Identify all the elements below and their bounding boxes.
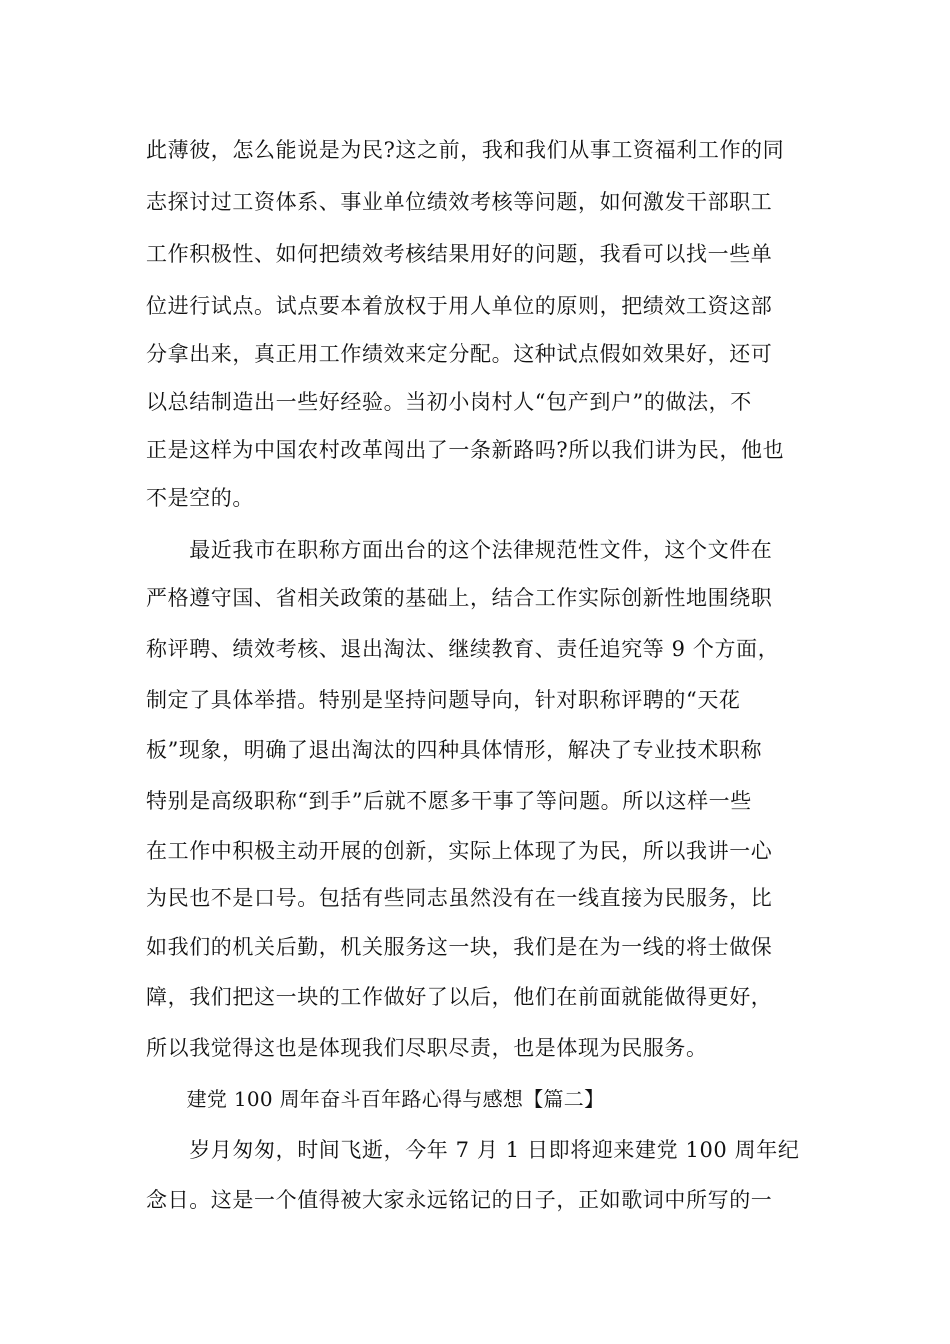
section-heading: 建党 100 周年奋斗百年路心得与感想【篇二】 [146,1087,605,1111]
text-line: 制定了具体举措。特别是坚持问题导向，针对职称评聘的“天花 [146,688,741,712]
text-line: 板”现象，明确了退出淘汰的四种具体情形，解决了专业技术职称 [146,738,763,762]
text-line: 工作积极性、如何把绩效考核结果用好的问题，我看可以找一些单 [146,242,773,266]
text-line: 特别是高级职称“到手”后就不愿多干事了等问题。所以这样一些 [146,789,752,813]
text-line: 此薄彼，怎么能说是为民?这之前，我和我们从事工资福利工作的同 [146,138,785,162]
text-line: 不是空的。 [146,486,254,510]
text-line: 志探讨过工资体系、事业单位绩效考核等问题，如何激发干部职工 [146,190,773,214]
text-line: 念日。这是一个值得被大家永远铭记的日子，正如歌词中所写的一 [146,1188,773,1212]
text-line: 位进行试点。试点要本着放权于用人单位的原则，把绩效工资这部 [146,294,773,318]
text-line: 为民也不是口号。包括有些同志虽然没有在一线直接为民服务，比 [146,886,773,910]
text-line: 在工作中积极主动开展的创新，实际上体现了为民，所以我讲一心 [146,839,773,863]
text-line: 最近我市在职称方面出台的这个法律规范性文件，这个文件在 [146,538,773,562]
text-line: 正是这样为中国农村改革闯出了一条新路吗?所以我们讲为民，他也 [146,438,785,462]
text-line: 所以我觉得这也是体现我们尽职尽责，也是体现为民服务。 [146,1036,708,1060]
text-line: 严格遵守国、省相关政策的基础上，结合工作实际创新性地围绕职 [146,586,773,610]
text-line: 障，我们把这一块的工作做好了以后，他们在前面就能做得更好， [146,985,773,1009]
text-line: 岁月匆匆，时间飞逝，今年 7 月 1 日即将迎来建党 100 周年纪 [146,1138,800,1162]
text-line: 分拿出来，真正用工作绩效来定分配。这种试点假如效果好，还可 [146,342,773,366]
text-line: 以总结制造出一些好经验。当初小岗村人“包产到户”的做法，不 [146,390,752,414]
text-line: 如我们的机关后勤，机关服务这一块，我们是在为一线的将士做保 [146,935,773,959]
text-line: 称评聘、绩效考核、退出淘汰、继续教育、责任追究等 9 个方面， [146,637,780,661]
